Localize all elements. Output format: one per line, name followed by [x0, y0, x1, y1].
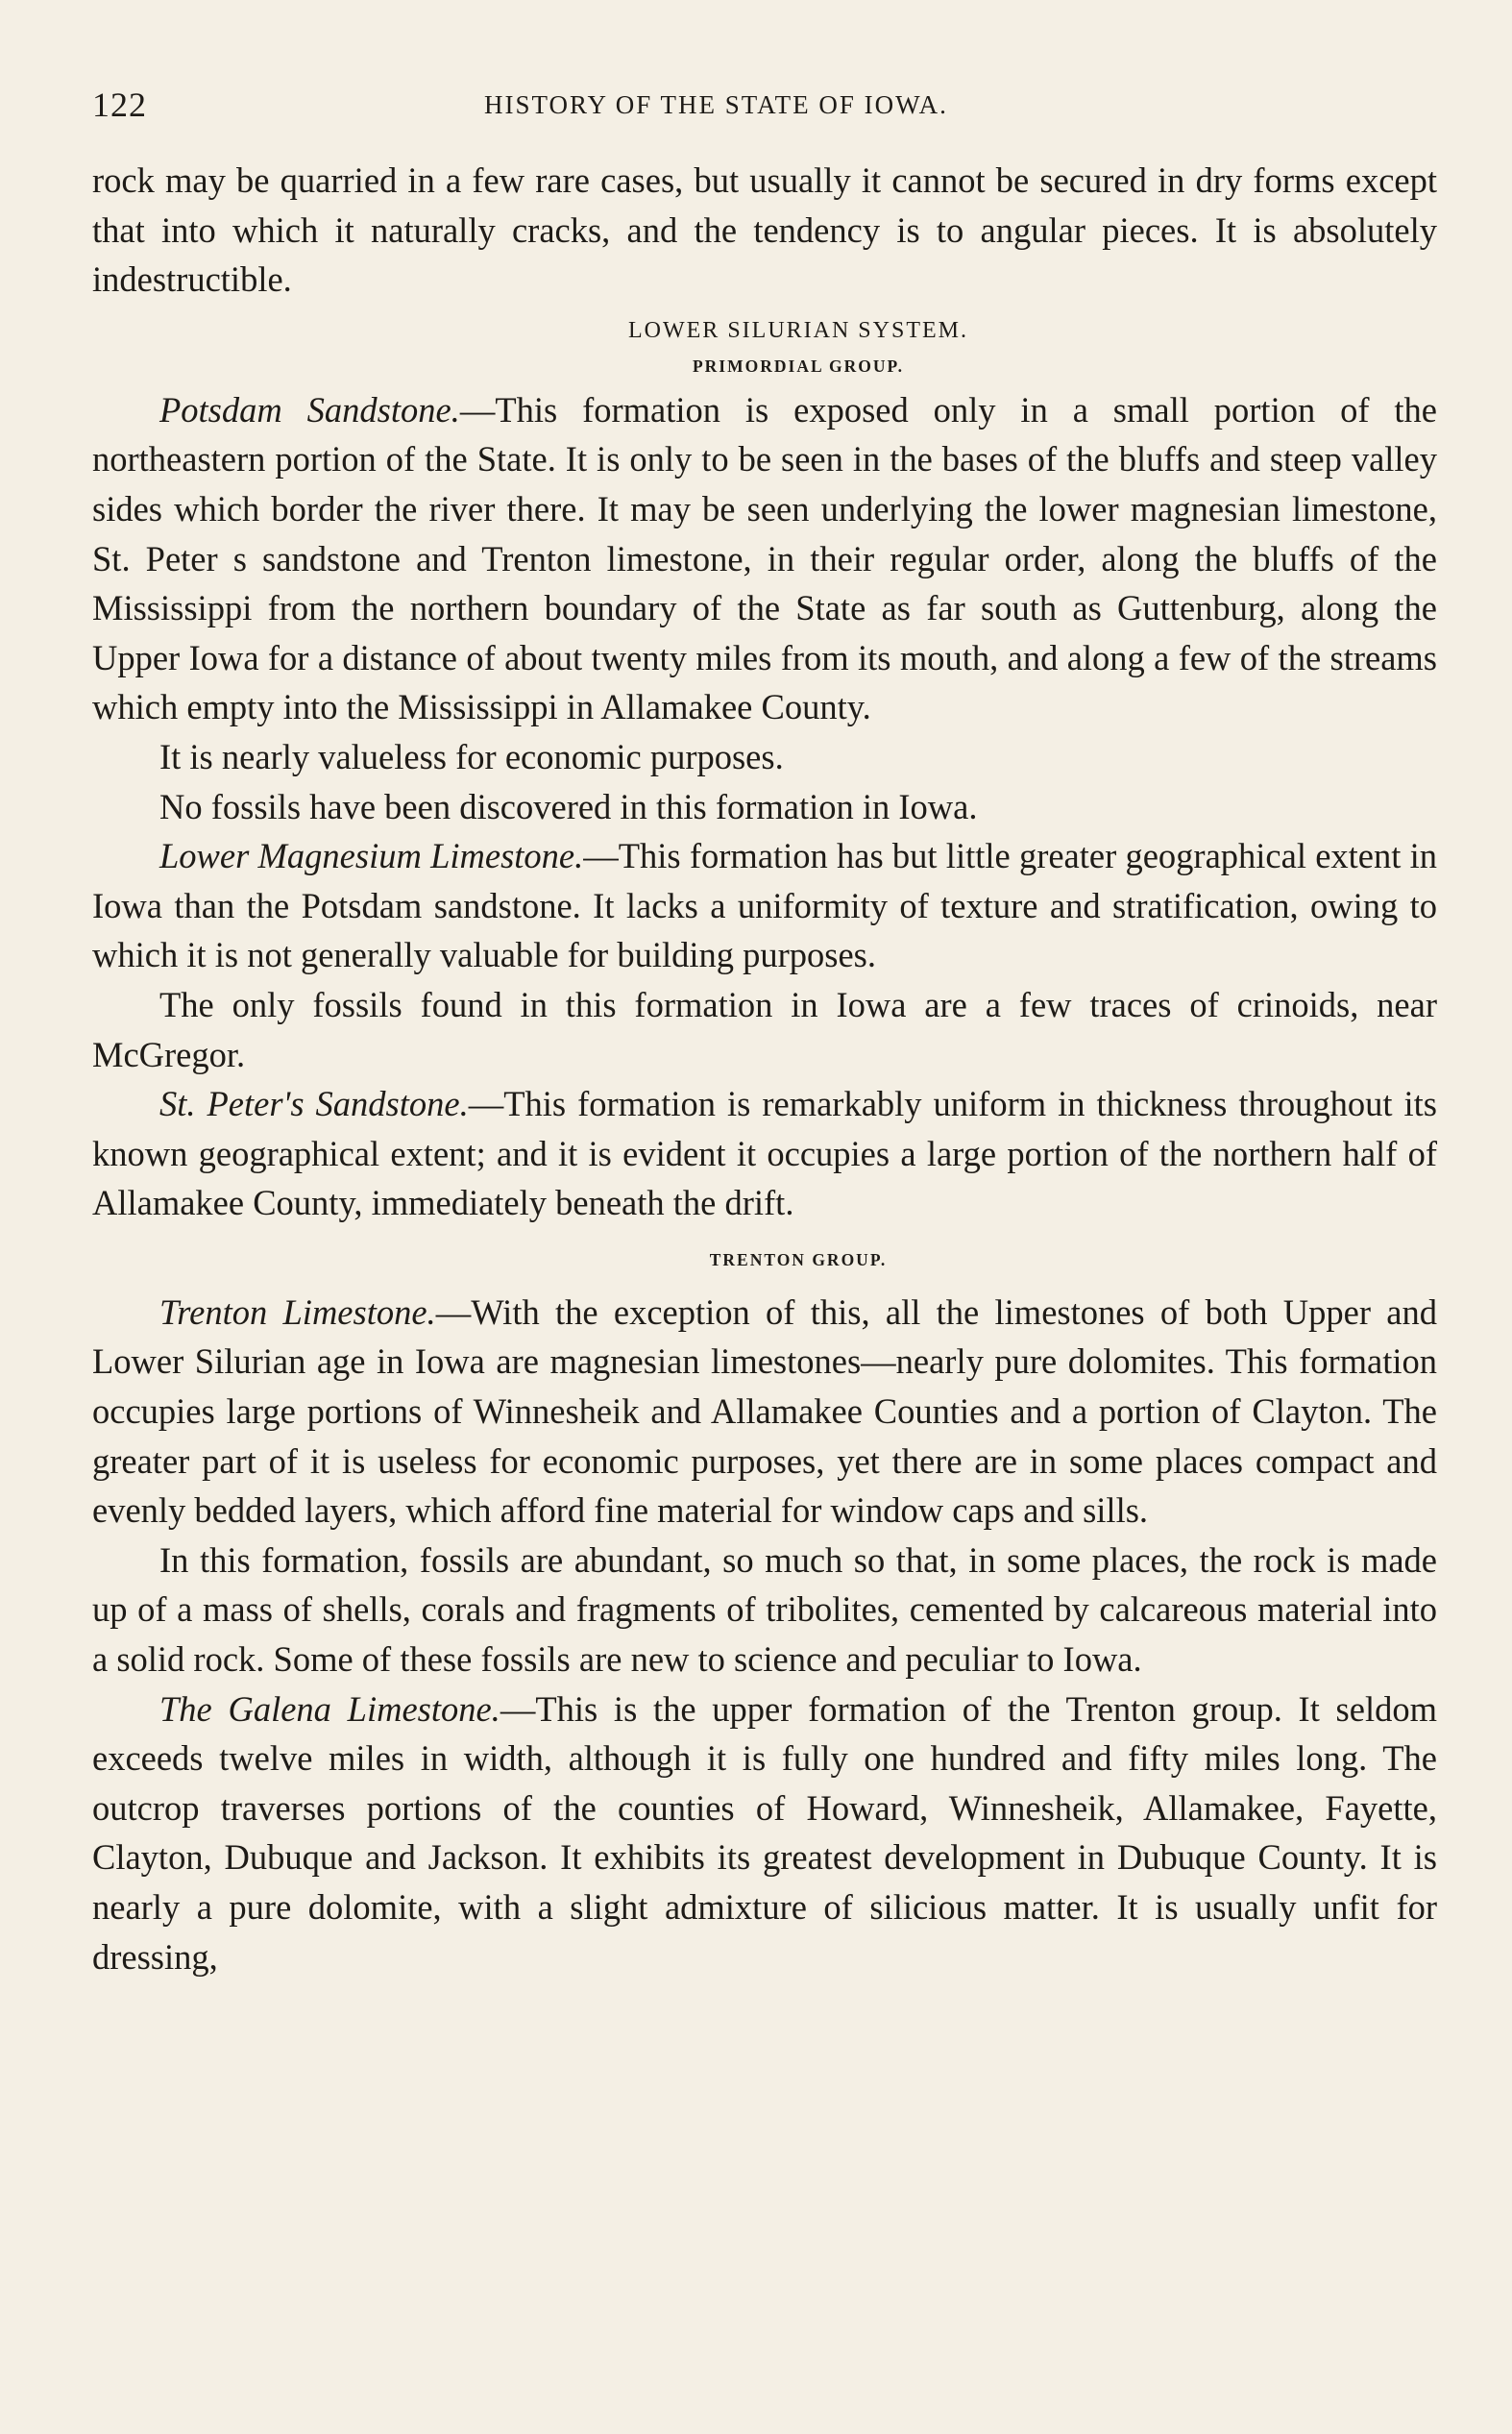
paragraph-text: —This formation has but little greater geographical extent in Iowa than the Potsdam sandstone. It lacks a uniformity of texture and stratification, owing to which it is not generally valuable for building purposes. [92, 836, 1437, 975]
subheading-trenton-group: TRENTON GROUP. [709, 1249, 888, 1269]
paragraph: It is nearly valueless for economic purposes. [159, 736, 784, 776]
body-text [92, 156, 1437, 1981]
paragraph: The only fossils found in this formation in Iowa are a few traces of crinoids, near McGregor. [92, 984, 1437, 1074]
subheading-primordial-group: PRIMORDIAL GROUP. [692, 356, 905, 376]
paragraph-lower-magnesium-limestone [92, 831, 1437, 980]
section-heading-lower-silurian: LOWER SILURIAN SYSTEM. [628, 317, 968, 343]
run-in-title: The Galena Limestone. [159, 1688, 500, 1729]
paragraph-text: —With the exception of this, all the limestones of both Upper and Lower Silurian age in Iowa are magnesian limestones—nearly pure dolomites. This formation occupies large portions of Winnesheik and Allamakee Counties and a portion of Clayton. The greater part of it is useless for economic purposes, yet there are in some places compact and evenly bedded layers, which afford fine material for window caps and sills. [92, 1291, 1437, 1531]
run-in-title: St. Peter's Sandstone. [159, 1084, 469, 1124]
paragraph-continued: rock may be quarried in a few rare cases, but usually it cannot be secured in dry forms except that into which it naturally cracks, and the tendency is to angular pieces. It is absolutely indestructible. [92, 160, 1437, 300]
paragraph-galena-limestone [92, 1684, 1437, 1982]
paragraph: In this formation, fossils are abundant, so much so that, in some places, the rock is made up of a mass of shells, corals and fragments of tribolites, cemented by calcareous material into a solid rock. Some of these fossils are new to science and peculiar to Iowa. [92, 1539, 1437, 1680]
paragraph-text: —This is the upper formation of the Trenton group. It seldom exceeds twelve miles in width, although it is fully one hundred and fifty miles long. The outcrop traverses portions of the counties of Howard, Winnesheik, Allamakee, Fayette, Clayton, Dubuque and Jackson. It exhibits its greatest development in Dubuque County. It is nearly a pure dolomite, with a slight admixture of silicious matter. It is usually unfit for dressing, [92, 1688, 1437, 1977]
page-number: 122 [92, 86, 147, 124]
page-header [92, 85, 1437, 133]
run-in-title: Potsdam Sandstone. [159, 389, 460, 430]
run-in-title: Trenton Limestone. [159, 1291, 436, 1332]
paragraph-potsdam-sandstone [92, 385, 1437, 732]
paragraph: No fossils have been discovered in this formation in Iowa. [159, 786, 978, 826]
paragraph-trenton-limestone [92, 1288, 1437, 1536]
paragraph-st-peters-sandstone [92, 1079, 1437, 1228]
paragraph-text: —This formation is remarkably uniform in thickness throughout its known geographical extent; and it is evident it occupies a large portion of the northern half of Allamakee County, immediately beneath the drift. [92, 1084, 1437, 1223]
running-head: HISTORY OF THE STATE OF IOWA. [484, 90, 948, 119]
paragraph-text: —This formation is exposed only in a small portion of the northeastern portion of the State. It is only to be seen in the bases of the bluffs and steep valley sides which border the river there. It may be seen underlying the lower magnesian limestone, St. Peter s sandstone and Trenton limestone, in their regular order, along the bluffs of the Mississippi from the northern boundary of the State as far south as Guttenburg, along the Upper Iowa for a distance of about twenty miles from its mouth, and along a few of the streams which empty into the Mississippi in Allamakee County. [92, 389, 1437, 727]
run-in-title: Lower Magnesium Limestone. [159, 836, 584, 876]
